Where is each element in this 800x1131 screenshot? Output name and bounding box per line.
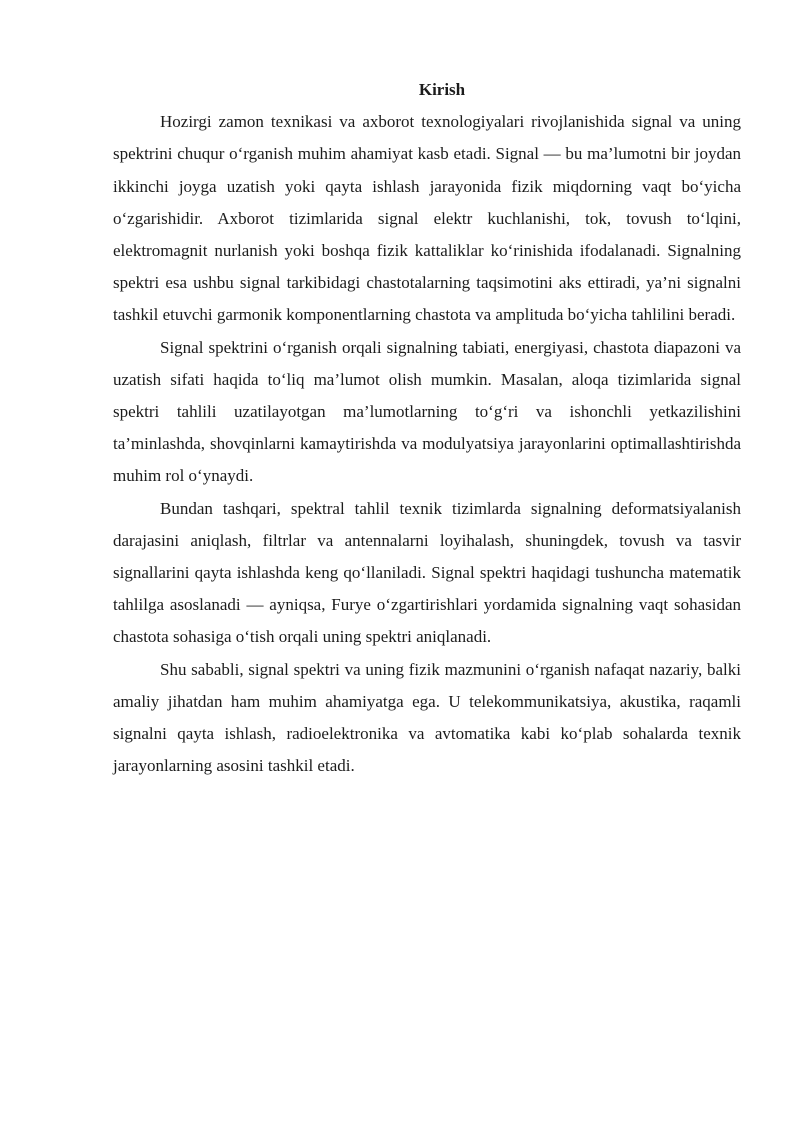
paragraph-2: Signal spektrini o‘rganish orqali signalning tabiati, energiyasi, chastota diapazoni va uzatish sifati haqida to‘liq ma’lumot olish mumkin. Masalan, aloqa tizimlarida signal spektri tahlili uzatilayotgan ma’lumotlarning to‘g‘ri va ishonchli yetkazilishini ta’minlashda, shovqinlarni kamaytirishda va modulyatsiya jarayonlarini optimallashtirishda muhim rol o‘ynaydi.: [113, 337, 741, 486]
page-title: Kirish: [418, 80, 466, 99]
paragraph-3: Bundan tashqari, spektral tahlil texnik tizimlarda signalning deformatsiyalanish darajasini aniqlash, filtrlar va antennalarni loyihalash, shuningdek, tovush va tasvir signallarini qayta ishlashda keng qo‘llaniladi. Signal spektri haqidagi tushuncha matematik tahlilga asoslanadi — ayniqsa, Furye o‘zgartirishlari yordamida signalning vaqt sohasidan chastota sohasiga o‘tish orqali uning spektri aniqlanadi.: [113, 498, 741, 647]
paragraph-1: Hozirgi zamon texnikasi va axborot texnologiyalari rivojlanishida signal va uning spektrini chuqur o‘rganish muhim ahamiyat kasb etadi. Signal — bu ma’lumotni bir joydan ikkinchi joyga uzatish yoki qayta ishlash jarayonida fizik miqdorning vaqt bo‘yicha o‘zgarishidir. Axborot tizimlarida signal elektr kuchlanishi, tok, tovush to‘lqini, elektromagnit nurlanish yoki boshqa fizik kattaliklar ko‘rinishida ifodalanadi. Signalning spektri esa ushbu signal tarkibidagi chastotalarning taqsimotini aks ettiradi, ya’ni signalni tashkil etuvchi garmonik komponentlarning chastota va amplituda bo‘yicha tahlilini beradi.: [113, 112, 741, 325]
paragraph-4: Shu sababli, signal spektri va uning fizik mazmunini o‘rganish nafaqat nazariy, balki amaliy jihatdan ham muhim ahamiyatga ega. U telekommunikatsiya, akustika, raqamli signalni qayta ishlash, radioelektronika va avtomatika kabi ko‘plab sohalarda texnik jarayonlarning asosini tashkil etadi.: [113, 659, 741, 776]
document-body: [113, 74, 741, 782]
